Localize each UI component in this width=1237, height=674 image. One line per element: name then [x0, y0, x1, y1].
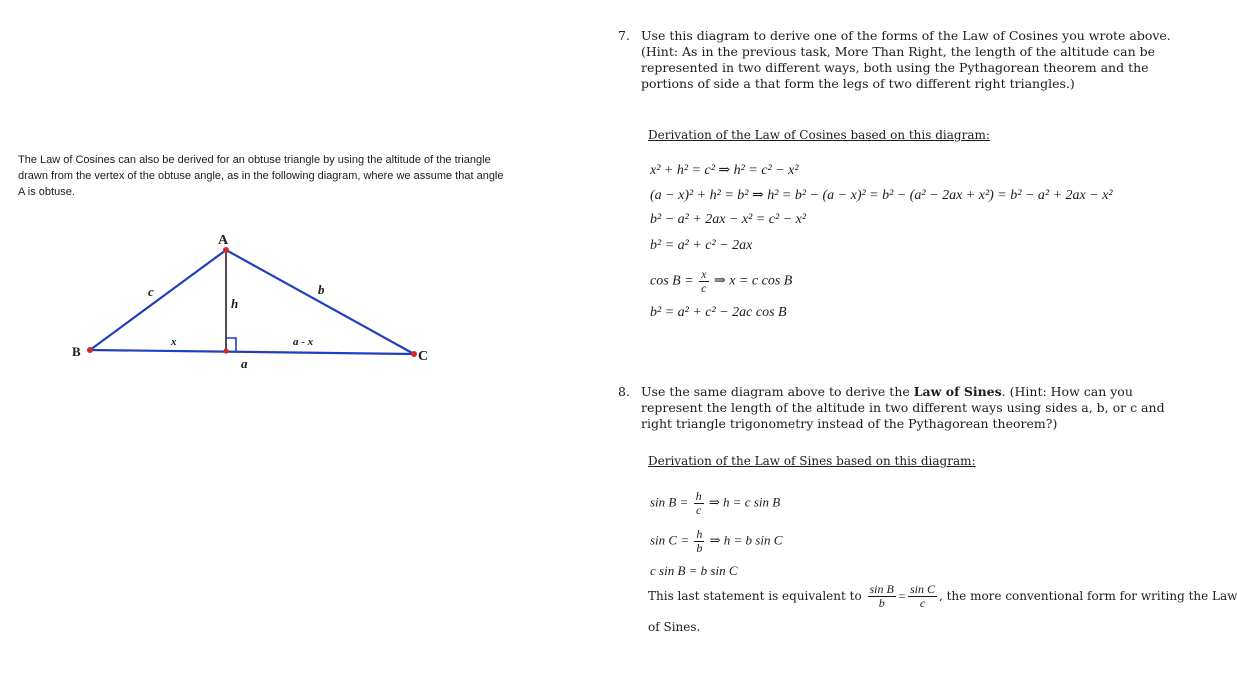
sines-final-line2: of Sines.	[648, 620, 701, 634]
label-side-c: c	[148, 284, 154, 299]
cosines-eq-2: (a − x)² + h² = b² ⇒ h² = b² − (a − x)² = b² − (a² − 2ax + x²) = b² − a² + 2ax − x²	[650, 188, 1113, 203]
label-segment-a-minus-x: a - x	[293, 336, 314, 348]
label-side-a: a	[241, 356, 248, 371]
question-number: 8.	[618, 384, 630, 399]
eq5-fraction	[699, 268, 708, 295]
cosines-eq-5	[650, 268, 792, 295]
intro-paragraph	[18, 152, 518, 200]
eq5-denominator: c	[701, 281, 707, 295]
vertex-b-dot	[87, 347, 93, 353]
s2-fraction: $\frac{h}{b}$	[696, 527, 703, 555]
altitude-foot-dot	[223, 348, 228, 353]
sines-eq-1: sin B = $\frac{h}{c}$ ⇒ h = c sin B	[650, 489, 781, 517]
intro-line: drawn from the vertex of the obtuse angle, as in the following diagram, where we assume that angle	[18, 170, 504, 182]
intro-line: The Law of Cosines can also be derived for an obtuse triangle by using the altitude of the triangle	[18, 154, 491, 166]
sines-final-statement: This last statement is equivalent to $\frac{\text{sin B}}{b}$ = $\frac{\text{sin C}}{c}$ , the more conventional form for writing the Law	[648, 582, 1237, 610]
side-ab	[90, 250, 226, 350]
eq5-left: cos B =	[650, 273, 694, 289]
side-bc	[90, 350, 414, 354]
final-fraction-1: $\frac{\text{sin B}}{b}$	[869, 582, 894, 610]
eq5-numerator: x	[701, 267, 707, 281]
cosines-heading: Derivation of the Law of Cosines based on this diagram:	[648, 128, 990, 142]
final-fraction-2: $\frac{\text{sin C}}{c}$	[909, 582, 935, 610]
triangle-diagram	[60, 228, 460, 378]
question-text: Use this diagram to derive one of the forms of the Law of Cosines you wrote above. (Hint: As in the previous task, More Than Right, the length of the altitude can be represented in two different ways, both using the Pythagorean theorem and the portions of side a that form the legs of two different right triangles.)	[641, 28, 1171, 91]
label-altitude-h: h	[231, 296, 239, 311]
label-vertex-b: B	[72, 344, 81, 359]
cosines-eq-3: b² − a² + 2ax − x² = c² − x²	[650, 212, 807, 227]
sines-eq-2: sin C = $\frac{h}{b}$ ⇒ h = b sin C	[650, 527, 783, 555]
cosines-eq-4: b² = a² + c² − 2ax	[650, 238, 753, 253]
sines-eq-3: c sin B = b sin C	[650, 563, 738, 578]
vertex-c-dot	[411, 351, 417, 357]
question-text: Use the same diagram above to derive the Law of Sines. (Hint: How can you represent the length of the altitude in two different ways using sides a, b, or c and right triangle trigonometry instead of the Pythagorean theorem?)	[641, 384, 1165, 431]
question-number: 7.	[618, 28, 630, 43]
sines-heading: Derivation of the Law of Sines based on this diagram:	[648, 454, 976, 468]
s1-fraction: $\frac{h}{c}$	[695, 489, 702, 517]
law-of-sines-bold: Law of Sines	[913, 384, 1002, 399]
label-vertex-c: C	[418, 349, 429, 364]
cosines-eq-6: b² = a² + c² − 2ac cos B	[650, 305, 787, 320]
eq5-right: ⇒ x = c cos B	[714, 273, 793, 289]
label-vertex-a: A	[218, 233, 229, 248]
intro-line: A is obtuse.	[18, 186, 75, 198]
cosines-eq-1: x² + h² = c² ⇒ h² = c² − x²	[650, 163, 799, 178]
label-side-b: b	[318, 282, 325, 297]
label-segment-x: x	[171, 336, 177, 348]
side-ac	[226, 250, 414, 354]
